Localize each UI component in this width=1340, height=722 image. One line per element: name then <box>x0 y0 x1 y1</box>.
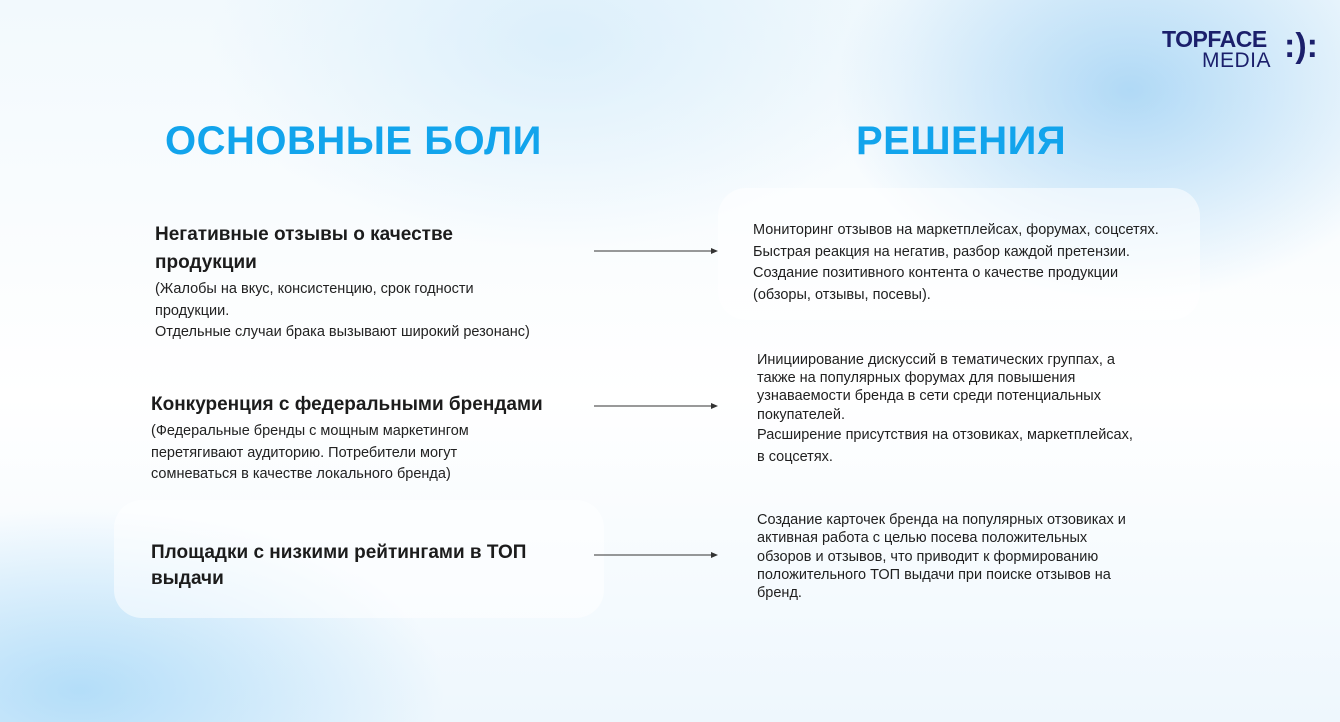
pains-heading: ОСНОВНЫЕ БОЛИ <box>165 119 542 163</box>
topface-media-logo <box>1162 26 1322 76</box>
pain-description-line: продукции. <box>155 302 230 319</box>
solution-line: также на популярных форумах для повышения <box>757 370 1076 387</box>
solution-line: Расширение присутствия на отзовиках, маркетплейсах, <box>757 426 1133 443</box>
pain-title-line: Конкуренция с федеральными брендами <box>151 394 543 415</box>
pain-description <box>151 421 543 486</box>
pain-title <box>151 540 526 592</box>
pain-title-line: Площадки с низкими рейтингами в ТОП <box>151 542 527 563</box>
solution-item-1 <box>753 220 1159 307</box>
solution-line: обзоров и отзывов, что приводит к формированию <box>757 548 1099 565</box>
solution-line: Мониторинг отзывов на маркетплейсах, форумах, соцсетях. <box>753 222 1159 238</box>
solution-line: Создание карточек бренда на популярных отзовиках и <box>757 512 1126 528</box>
arrow-right-icon <box>594 246 718 256</box>
solution-line: узнаваемости бренда в сети среди потенциальных <box>757 388 1101 405</box>
pain-description-line: перетягивают аудиторию. Потребители могут <box>151 444 458 461</box>
pain-description <box>155 279 530 344</box>
solution-line: (обзоры, отзывы, посевы). <box>753 287 931 304</box>
pain-description-line: сомневаться в качестве локального бренда) <box>151 466 451 482</box>
logo-text-media: MEDIA <box>1202 49 1272 72</box>
solution-line: в соцсетях. <box>757 449 833 466</box>
solution-line: активная работа с целью посева положительных <box>757 530 1088 547</box>
solutions-heading: РЕШЕНИЯ <box>856 119 1067 163</box>
solution-line: Создание позитивного контента о качестве продукции <box>753 265 1119 282</box>
pain-title-line: Негативные отзывы о качестве <box>155 224 453 245</box>
pain-description-line: (Федеральные бренды с мощным маркетингом <box>151 423 469 439</box>
solution-item-2 <box>757 351 1133 466</box>
pain-title-line: выдачи <box>151 568 224 589</box>
solution-line: бренд. <box>757 585 802 602</box>
pain-title <box>151 391 543 419</box>
pain-item-2 <box>151 391 543 486</box>
logo-text-topface: TOPFACE <box>1162 26 1267 52</box>
pain-item-3 <box>151 540 526 592</box>
logo-smile-icon: :): <box>1284 27 1318 65</box>
pain-title <box>155 221 530 277</box>
pain-description-line: Отдельные случаи брака вызывают широкий резонанс) <box>155 324 530 340</box>
arrow-right-icon <box>594 550 718 560</box>
pain-title-line: продукции <box>155 252 257 273</box>
pain-item-1 <box>155 221 530 344</box>
pain-description-line: (Жалобы на вкус, консистенцию, срок годности <box>155 281 474 297</box>
solution-line: Быстрая реакция на негатив, разбор каждой претензии. <box>753 243 1130 260</box>
solution-line: положительного ТОП выдачи при поиске отзывов на <box>757 566 1111 583</box>
solution-line: покупателей. <box>757 406 845 423</box>
solution-item-3 <box>757 511 1126 602</box>
arrow-right-icon <box>594 401 718 411</box>
solution-line: Инициирование дискуссий в тематических группах, а <box>757 352 1115 368</box>
